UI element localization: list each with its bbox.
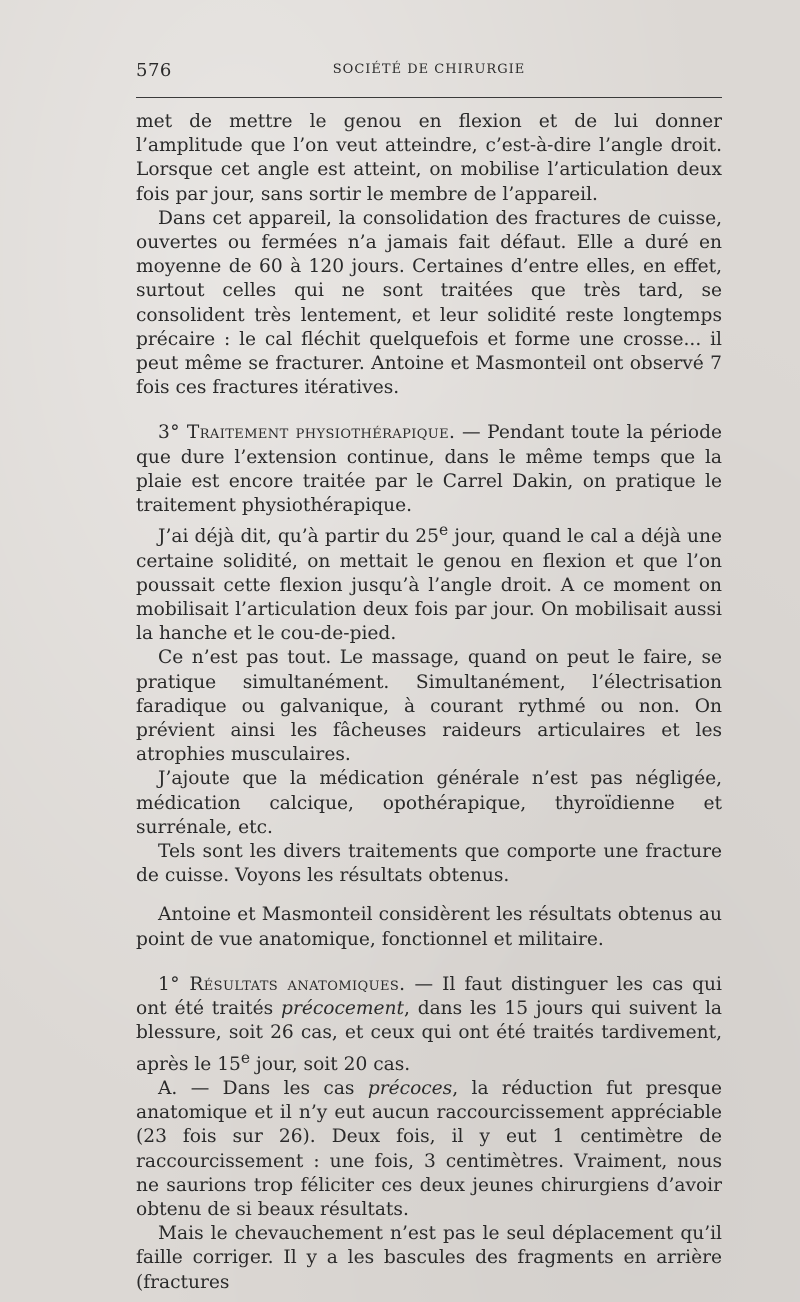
body-text [136,110,722,1295]
emphasis-precoces: précoces [367,1077,453,1099]
paragraph-results-intro: Antoine et Masmonteil considèrent les résultats obtenus au point de vue anatomique, fonctionnel et militaire. [136,904,722,950]
paragraph-medication: J’ajoute que la médication générale n’est pas négligée, médication calcique, opothérapique, thyroïdienne et surrénale, etc. [136,768,722,838]
anatomical-text-a: — Il faut distinguer les cas qui ont été traités [136,973,722,1020]
paragraph-massage: Ce n’est pas tout. Le massage, quand on peut le faire, se pratique simultanément. Simultanément, l’électrisation faradique ou galvanique, à courant rythmé ou non. On prévient ainsi les fâcheuses raideurs articulaires et les atrophies musculaires. [136,647,722,766]
running-title: SOCIÉTÉ DE CHIRURGIE [332,62,526,77]
paragraph-flexion-start: J’ai déjà dit, qu’à partir du 25 [158,526,439,548]
paragraph-early-cases [136,1077,722,1222]
anatomical-text-c: jour, soit 20 cas. [250,1053,411,1075]
early-cases-text-a: A. — Dans les cas [158,1077,368,1099]
paragraph-physiotherapy-text: — Pendant toute la période que dure l’extension continue, dans le même temps que la plaie est encore traitée par le Carrel Dakin, on pratique le traitement physiothérapique. [136,422,722,517]
section-heading-anatomical: 1° Résultats anatomiques. [158,973,406,995]
page-header [136,60,722,86]
paragraph-flexion-end: jour, quand le cal a déjà une certaine solidité, on mettait le genou en flexion et que l’on poussait cette flexion jusqu’à l’angle droit. A ce moment on mobilisait l’articulation deux fois par jour. On mobilisait aussi la hanche et le cou-de-pied. [136,526,722,645]
paragraph-continuation: met de mettre le genou en flexion et de lui donner l’amplitude que l’on veut atteindre, c’est-à-dire l’angle droit. Lorsque cet angle est atteint, on mobilise l’articulation deux fois par jour, sans sortir le membre de l’appareil. [136,111,722,205]
paragraph-anatomical-results [136,973,722,1077]
paragraph-consolidation: Dans cet appareil, la consolidation des fractures de cuisse, ouvertes ou fermées n’a jamais fait défaut. Elle a duré en moyenne de 60 à 120 jours. Certaines d’entre elles, en effet, surtout celles qui ne sont traitées que très tard, se consolident très lentement, et leur solidité reste longtemps précaire : le cal fléchit quelquefois et forme une crosse... il peut même se fracturer. Antoine et Masmonteil ont observé 7 fois ces fractures itératives. [136,207,722,399]
page-number: 576 [136,60,172,81]
paragraph-displacement: Mais le chevauchement n’est pas le seul déplacement qu’il faille corriger. Il y a les bascules des fragments en arrière (fractures [136,1223,722,1293]
paragraph-flexion [136,518,722,646]
ordinal-suffix: e [240,1048,251,1067]
anatomical-text-b: , dans les 15 jours qui suivent la blessure, soit 26 cas, et ceux qui ont été traités tardivement, après le 15 [136,998,722,1075]
ordinal-suffix: e [438,521,449,540]
early-cases-text-b: , la réduction fut presque anatomique et il n’y eut aucun raccourcissement appréciable (23 fois sur 26). Deux fois, il y eut 1 centimètre de raccourcissement : une fois, 3 centimètres. Vraiment, nous ne saurions trop féliciter ces deux jeunes chirurgiens d’avoir obtenu de si beaux résultats. [136,1077,722,1220]
paragraph-treatments: Tels sont les divers traitements que comporte une fracture de cuisse. Voyons les résultats obtenus. [136,841,722,887]
section-heading-physiotherapy: 3° Traitement physiothérapique. [158,422,456,444]
paragraph-physiotherapy [136,421,722,518]
emphasis-precocement: précocement [281,998,404,1020]
header-rule [136,97,722,98]
